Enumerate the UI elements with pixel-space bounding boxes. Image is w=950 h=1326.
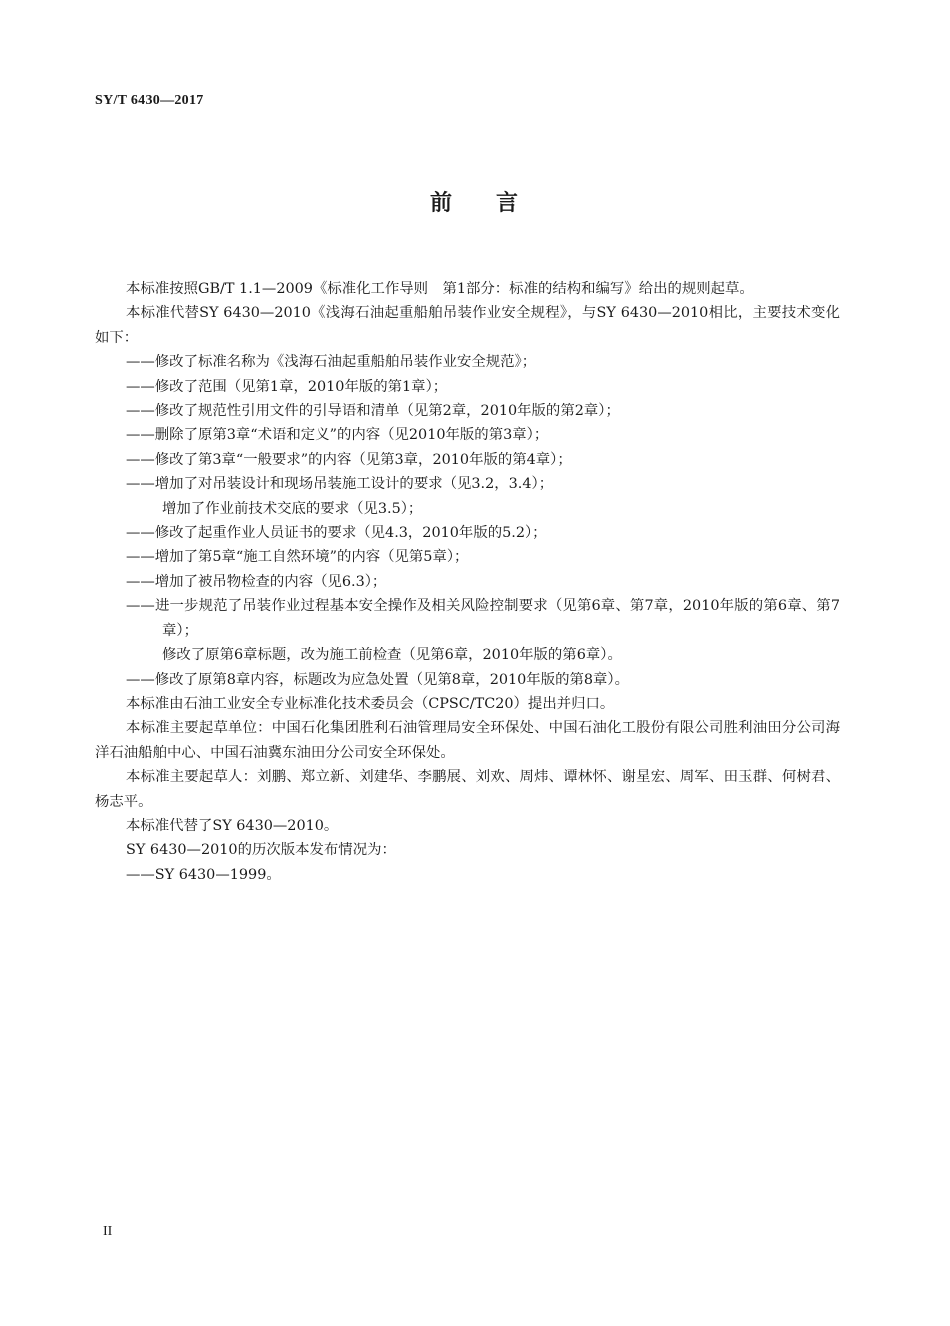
paragraph-proposer: 本标准由石油工业安全专业标准化技术委员会（CPSC/TC20）提出并归口。 <box>126 695 615 712</box>
paragraph-replaces: 本标准代替了SY 6430—2010。 <box>126 817 339 834</box>
change-item: ——修改了规范性引用文件的引导语和清单（见第2章，2010年版的第2章）； <box>126 403 620 420</box>
page-title <box>0 186 950 217</box>
paragraph-replacement: 本标准代替SY 6430—2010《浅海石油起重船舶吊装作业安全规程》，与SY 6430—2010相比，主要技术变化如下： <box>95 305 840 346</box>
paragraph-drafters: 本标准主要起草人：刘鹏、郑立新、刘建华、李鹏展、刘欢、周炜、谭林怀、谢星宏、周军、田玉群、何树君、杨志平。 <box>95 769 840 810</box>
change-item: 增加了作业前技术交底的要求（见3.5）； <box>162 500 423 517</box>
standard-number: SY/T 6430—2017 <box>95 93 204 108</box>
paragraph-history: SY 6430—2010的历次版本发布情况为： <box>126 842 396 859</box>
title-char-1: 前 <box>429 191 454 216</box>
title-char-2: 言 <box>496 191 521 216</box>
history-item: ——SY 6430—1999。 <box>126 866 281 883</box>
paragraph-drafting-units: 本标准主要起草单位：中国石化集团胜利石油管理局安全环保处、中国石油化工股份有限公司胜利油田分公司海洋石油船舶中心、中国石油冀东油田分公司安全环保处。 <box>95 720 840 761</box>
change-item: ——修改了范围（见第1章，2010年版的第1章）； <box>126 378 448 395</box>
change-item: ——删除了原第3章“术语和定义”的内容（见2010年版的第3章）； <box>126 427 549 444</box>
page-number: II <box>103 1224 113 1239</box>
change-item: ——修改了第3章“一般要求”的内容（见第3章，2010年版的第4章）； <box>126 451 572 468</box>
change-item: ——进一步规范了吊装作业过程基本安全操作及相关风险控制要求（见第6章、第7章，2010年版的第6章、第7章）； <box>126 598 840 639</box>
change-item: ——增加了对吊装设计和现场吊装施工设计的要求（见3.2，3.4）； <box>126 476 554 493</box>
change-item: ——修改了标准名称为《浅海石油起重船舶吊装作业安全规范》； <box>126 354 537 371</box>
change-item: ——增加了被吊物检查的内容（见6.3）； <box>126 573 387 590</box>
paragraph-drafting-rules: 本标准按照GB/T 1.1—2009《标准化工作导则 第1部分：标准的结构和编写》给出的规则起草。 <box>126 281 754 297</box>
foreword-body <box>95 277 840 887</box>
change-item: 修改了原第6章标题，改为施工前检查（见第6章，2010年版的第6章）。 <box>162 647 622 664</box>
change-item: ——修改了原第8章内容，标题改为应急处置（见第8章，2010年版的第8章）。 <box>126 671 630 688</box>
change-item: ——增加了第5章“施工自然环境”的内容（见第5章）； <box>126 549 469 566</box>
change-item: ——修改了起重作业人员证书的要求（见4.3，2010年版的5.2）； <box>126 525 547 542</box>
